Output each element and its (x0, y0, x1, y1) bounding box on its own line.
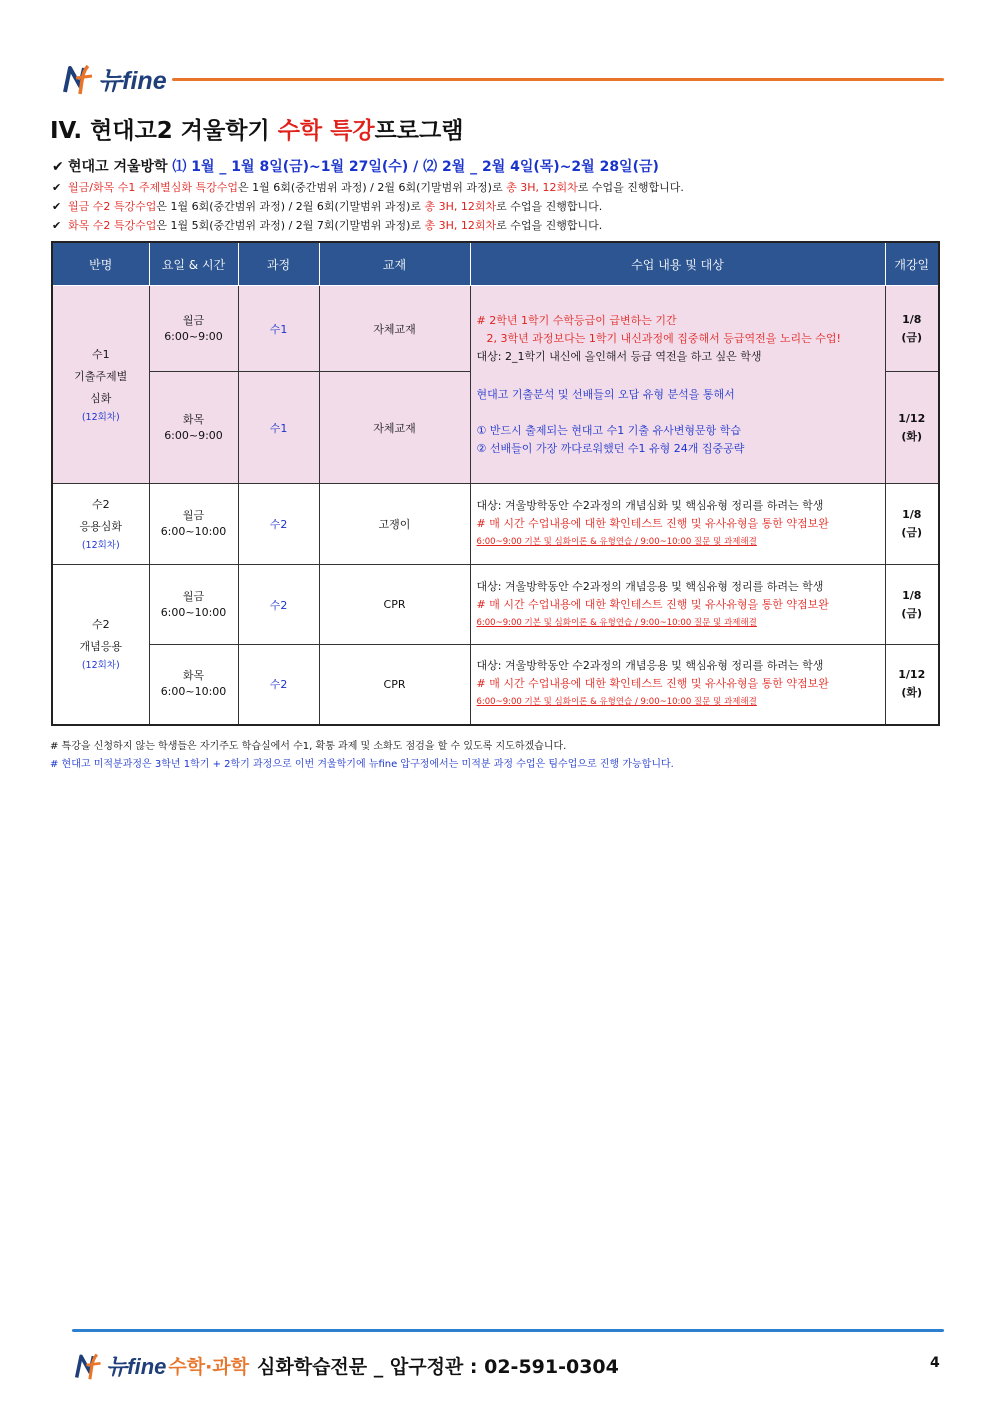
course-cell: 수1 (238, 372, 319, 484)
footer (74, 1350, 619, 1381)
open-date-cell: 1/8 (금) (885, 484, 939, 565)
footnotes (50, 738, 674, 774)
page-title: IV. 현대고2 겨울학기 수학 특강프로그램 (50, 118, 464, 144)
note-item: ✔ 월금/화목 수1 주제별심화 특강수업은 1월 6회(중간범위 과정) / 2월 6회(기말범위 과정)로 총 3H, 12회차로 수업을 진행합니다. (52, 178, 684, 197)
footer-contact: 심화학습전문 _ 압구정관 : 02-591-0304 (257, 1356, 619, 1378)
col-header: 과정 (238, 242, 319, 286)
notes-list (52, 178, 684, 235)
col-header: 개강일 (885, 242, 939, 286)
textbook-cell: 자체교재 (319, 372, 470, 484)
note-item: ✔ 월금 수2 특강수업은 1월 6회(중간범위 과정) / 2월 6회(기말범위 과정)로 총 3H, 12회차로 수업을 진행합니다. (52, 197, 684, 216)
table-row (52, 484, 939, 565)
table-row (52, 565, 939, 645)
nf-logo-icon (74, 1351, 104, 1381)
class-name-cell: 수2 개념응용 (12회차) (52, 565, 149, 725)
textbook-cell: CPR (319, 565, 470, 645)
footer-wordmark: 뉴fine (106, 1354, 167, 1379)
col-header: 수업 내용 및 대상 (470, 242, 885, 286)
course-cell: 수1 (238, 286, 319, 372)
footer-subjects: 수학·과학 (168, 1356, 250, 1378)
course-cell: 수2 (238, 565, 319, 645)
open-date-cell: 1/12 (화) (885, 645, 939, 725)
table-row (52, 645, 939, 725)
footnote-item: # 현대고 미적분과정은 3학년 1학기 + 2학기 과정으로 이번 겨울학기에 뉴fine 압구정에서는 미적분 과정 수업은 팀수업으로 진행 가능합니다. (50, 759, 674, 770)
textbook-cell: 자체교재 (319, 286, 470, 372)
checkmark-icon: ✔ (52, 159, 64, 175)
nf-logo-icon (62, 62, 96, 96)
content-cell: # 2학년 1학기 수학등급이 급변하는 기간 2, 3학년 과정보다는 1학기 내신과정에 집중해서 등급역전을 노리는 수업! 대상: 2_1학기 내신에 올인해서 등급 역전을 하고 싶은 학생 현대고 기출분석 및 선배들의 오답 유형 분석을 통해서 ① 반드시 출제되는 현대고 수1 기출 유사변형문항 학습 ② 선배들이 가장 까다로워했던 수1 유형 24개 집중공략 (470, 286, 885, 484)
day-time-cell: 월금 6:00~10:00 (149, 484, 238, 565)
logo-wordmark: 뉴fine (98, 67, 167, 95)
header-divider (172, 78, 944, 81)
checkmark-icon: ✔ (52, 200, 62, 213)
textbook-cell: CPR (319, 645, 470, 725)
footnote-item: # 특강을 신청하지 않는 학생들은 자기주도 학습실에서 수1, 확통 과제 및 소화도 점검을 할 수 있도록 지도하겠습니다. (50, 741, 567, 752)
textbook-cell: 고쟁이 (319, 484, 470, 565)
course-cell: 수2 (238, 484, 319, 565)
program-table (51, 241, 940, 726)
day-time-cell: 월금 6:00~10:00 (149, 565, 238, 645)
table-row (52, 286, 939, 372)
page-number: 4 (930, 1355, 940, 1371)
schedule-line: ✔ 현대고 겨울방학 ⑴ 1월 _ 1월 8일(금)~1월 27일(수) / ⑵ 2월 _ 2월 4일(목)~2월 28일(금) (52, 159, 659, 175)
note-item: ✔ 화목 수2 특강수업은 1월 5회(중간범위 과정) / 2월 7회(기말범위 과정)로 총 3H, 12회차로 수업을 진행합니다. (52, 216, 684, 235)
class-name-cell: 수2 응용심화 (12회차) (52, 484, 149, 565)
content-cell: 대상: 겨울방학동안 수2과정의 개념응용 및 핵심유형 정리를 하려는 학생 # 매 시간 수업내용에 대한 확인테스트 진행 및 유사유형을 통한 약점보완 6:00~9:00 기본 및 심화이론 & 유형연습 / 9:00~10:00 질문 및 과제해결 (470, 565, 885, 645)
day-time-cell: 화목 6:00~9:00 (149, 372, 238, 484)
open-date-cell: 1/12 (화) (885, 372, 939, 484)
open-date-cell: 1/8 (금) (885, 286, 939, 372)
table-header-row (52, 242, 939, 286)
content-cell: 대상: 겨울방학동안 수2과정의 개념응용 및 핵심유형 정리를 하려는 학생 # 매 시간 수업내용에 대한 확인테스트 진행 및 유사유형을 통한 약점보완 6:00~9:00 기본 및 심화이론 & 유형연습 / 9:00~10:00 질문 및 과제해결 (470, 645, 885, 725)
day-time-cell: 화목 6:00~10:00 (149, 645, 238, 725)
checkmark-icon: ✔ (52, 181, 62, 194)
col-header: 반명 (52, 242, 149, 286)
footer-divider (72, 1329, 944, 1332)
brand-logo (62, 62, 167, 96)
col-header: 요일 & 시간 (149, 242, 238, 286)
day-time-cell: 월금 6:00~9:00 (149, 286, 238, 372)
content-cell: 대상: 겨울방학동안 수2과정의 개념심화 및 핵심유형 정리를 하려는 학생 # 매 시간 수업내용에 대한 확인테스트 진행 및 유사유형을 통한 약점보완 6:00~9:00 기본 및 심화이론 & 유형연습 / 9:00~10:00 질문 및 과제해결 (470, 484, 885, 565)
checkmark-icon: ✔ (52, 219, 62, 232)
open-date-cell: 1/8 (금) (885, 565, 939, 645)
class-name-cell: 수1 기출주제별 심화 (12회차) (52, 286, 149, 484)
col-header: 교재 (319, 242, 470, 286)
course-cell: 수2 (238, 645, 319, 725)
